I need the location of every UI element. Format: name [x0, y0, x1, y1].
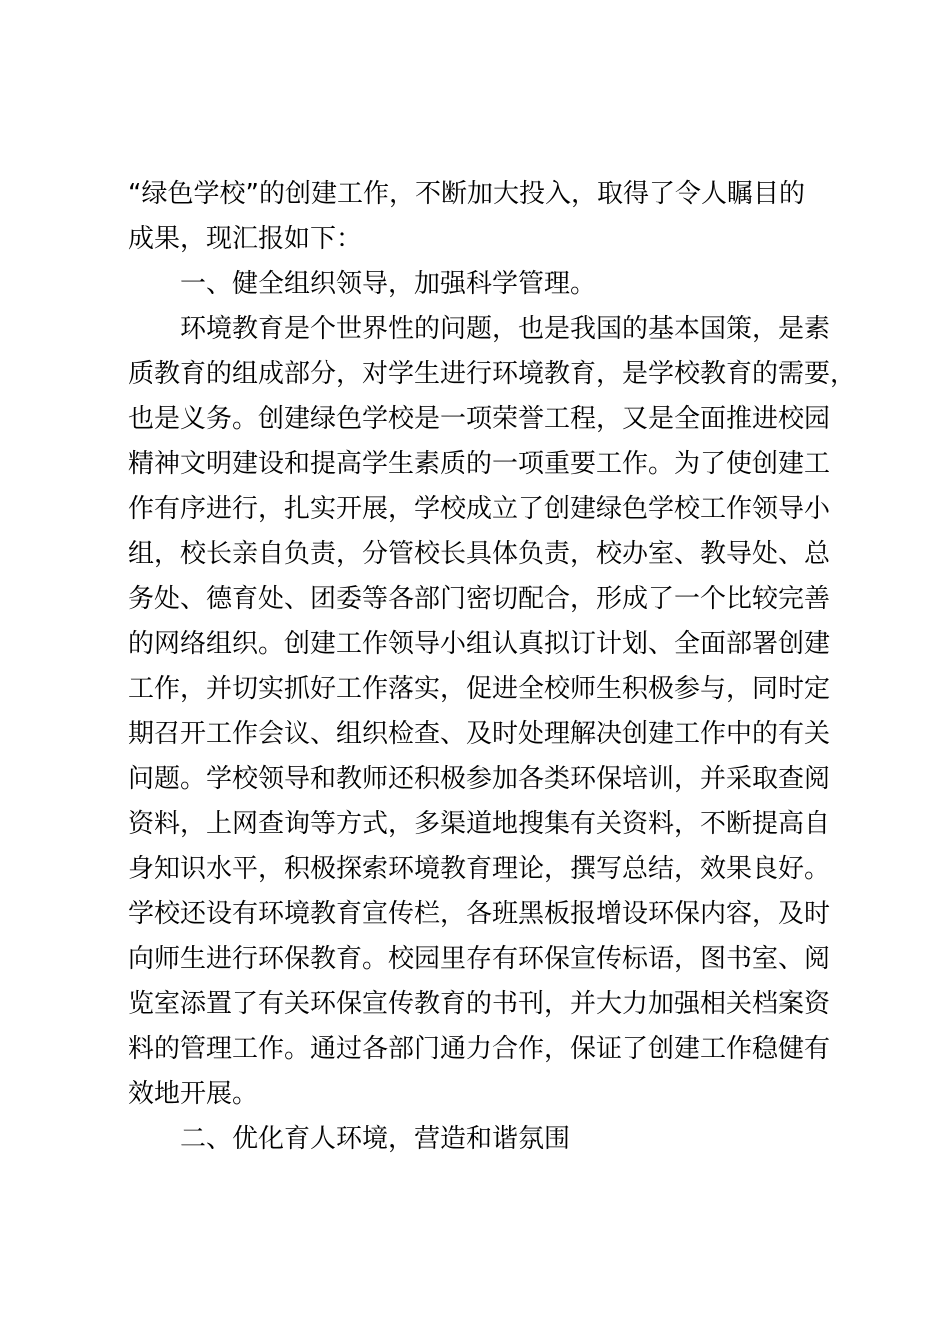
text-line-2: 成果，现汇报如下：: [128, 224, 363, 254]
text-line-1: “绿色学校”的创建工作，不断加大投入，取得了令人瞩目的: [128, 179, 805, 209]
text-line-10: 务处、德育处、团委等各部门密切配合，形成了一个比较完善: [128, 584, 831, 614]
text-line-7: 精神文明建设和提高学生素质的一项重要工作。为了使创建工: [128, 449, 831, 479]
text-line-17: 学校还设有环境教育宣传栏，各班黑板报增设环保内容，及时: [128, 899, 831, 929]
section-heading-2: 二、优化育人环境，营造和谐氛围: [180, 1124, 571, 1154]
text-line-13: 期召开工作会议、组织检查、及时处理解决创建工作中的有关: [128, 719, 831, 749]
text-line-4: 环境教育是个世界性的问题，也是我国的基本国策，是素: [180, 314, 831, 344]
text-line-15: 资料，上网查询等方式，多渠道地搜集有关资料，不断提高自: [128, 809, 831, 839]
text-line-20: 料的管理工作。通过各部门通力合作，保证了创建工作稳健有: [128, 1034, 831, 1064]
text-line-9: 组，校长亲自负责，分管校长具体负责，校办室、教导处、总: [128, 539, 831, 569]
section-heading-1: 一、健全组织领导，加强科学管理。: [180, 269, 597, 299]
text-line-19: 览室添置了有关环保宣传教育的书刊，并大力加强相关档案资: [128, 989, 831, 1019]
text-line-16: 身知识水平，积极探索环境教育理论，撰写总结，效果良好。: [128, 854, 831, 884]
text-line-8: 作有序进行，扎实开展，学校成立了创建绿色学校工作领导小: [128, 494, 831, 524]
text-line-6: 也是义务。创建绿色学校是一项荣誉工程，又是全面推进校园: [128, 404, 831, 434]
text-line-5: 质教育的组成部分，对学生进行环境教育，是学校教育的需要，: [128, 359, 857, 389]
text-line-21: 效地开展。: [128, 1079, 259, 1109]
text-line-14: 问题。学校领导和教师还积极参加各类环保培训，并采取查阅: [128, 764, 831, 794]
text-line-12: 工作，并切实抓好工作落实，促进全校师生积极参与，同时定: [128, 674, 831, 704]
text-line-11: 的网络组织。创建工作领导小组认真拟订计划、全面部署创建: [128, 629, 831, 659]
text-line-18: 向师生进行环保教育。校园里存有环保宣传标语，图书室、阅: [128, 944, 831, 974]
